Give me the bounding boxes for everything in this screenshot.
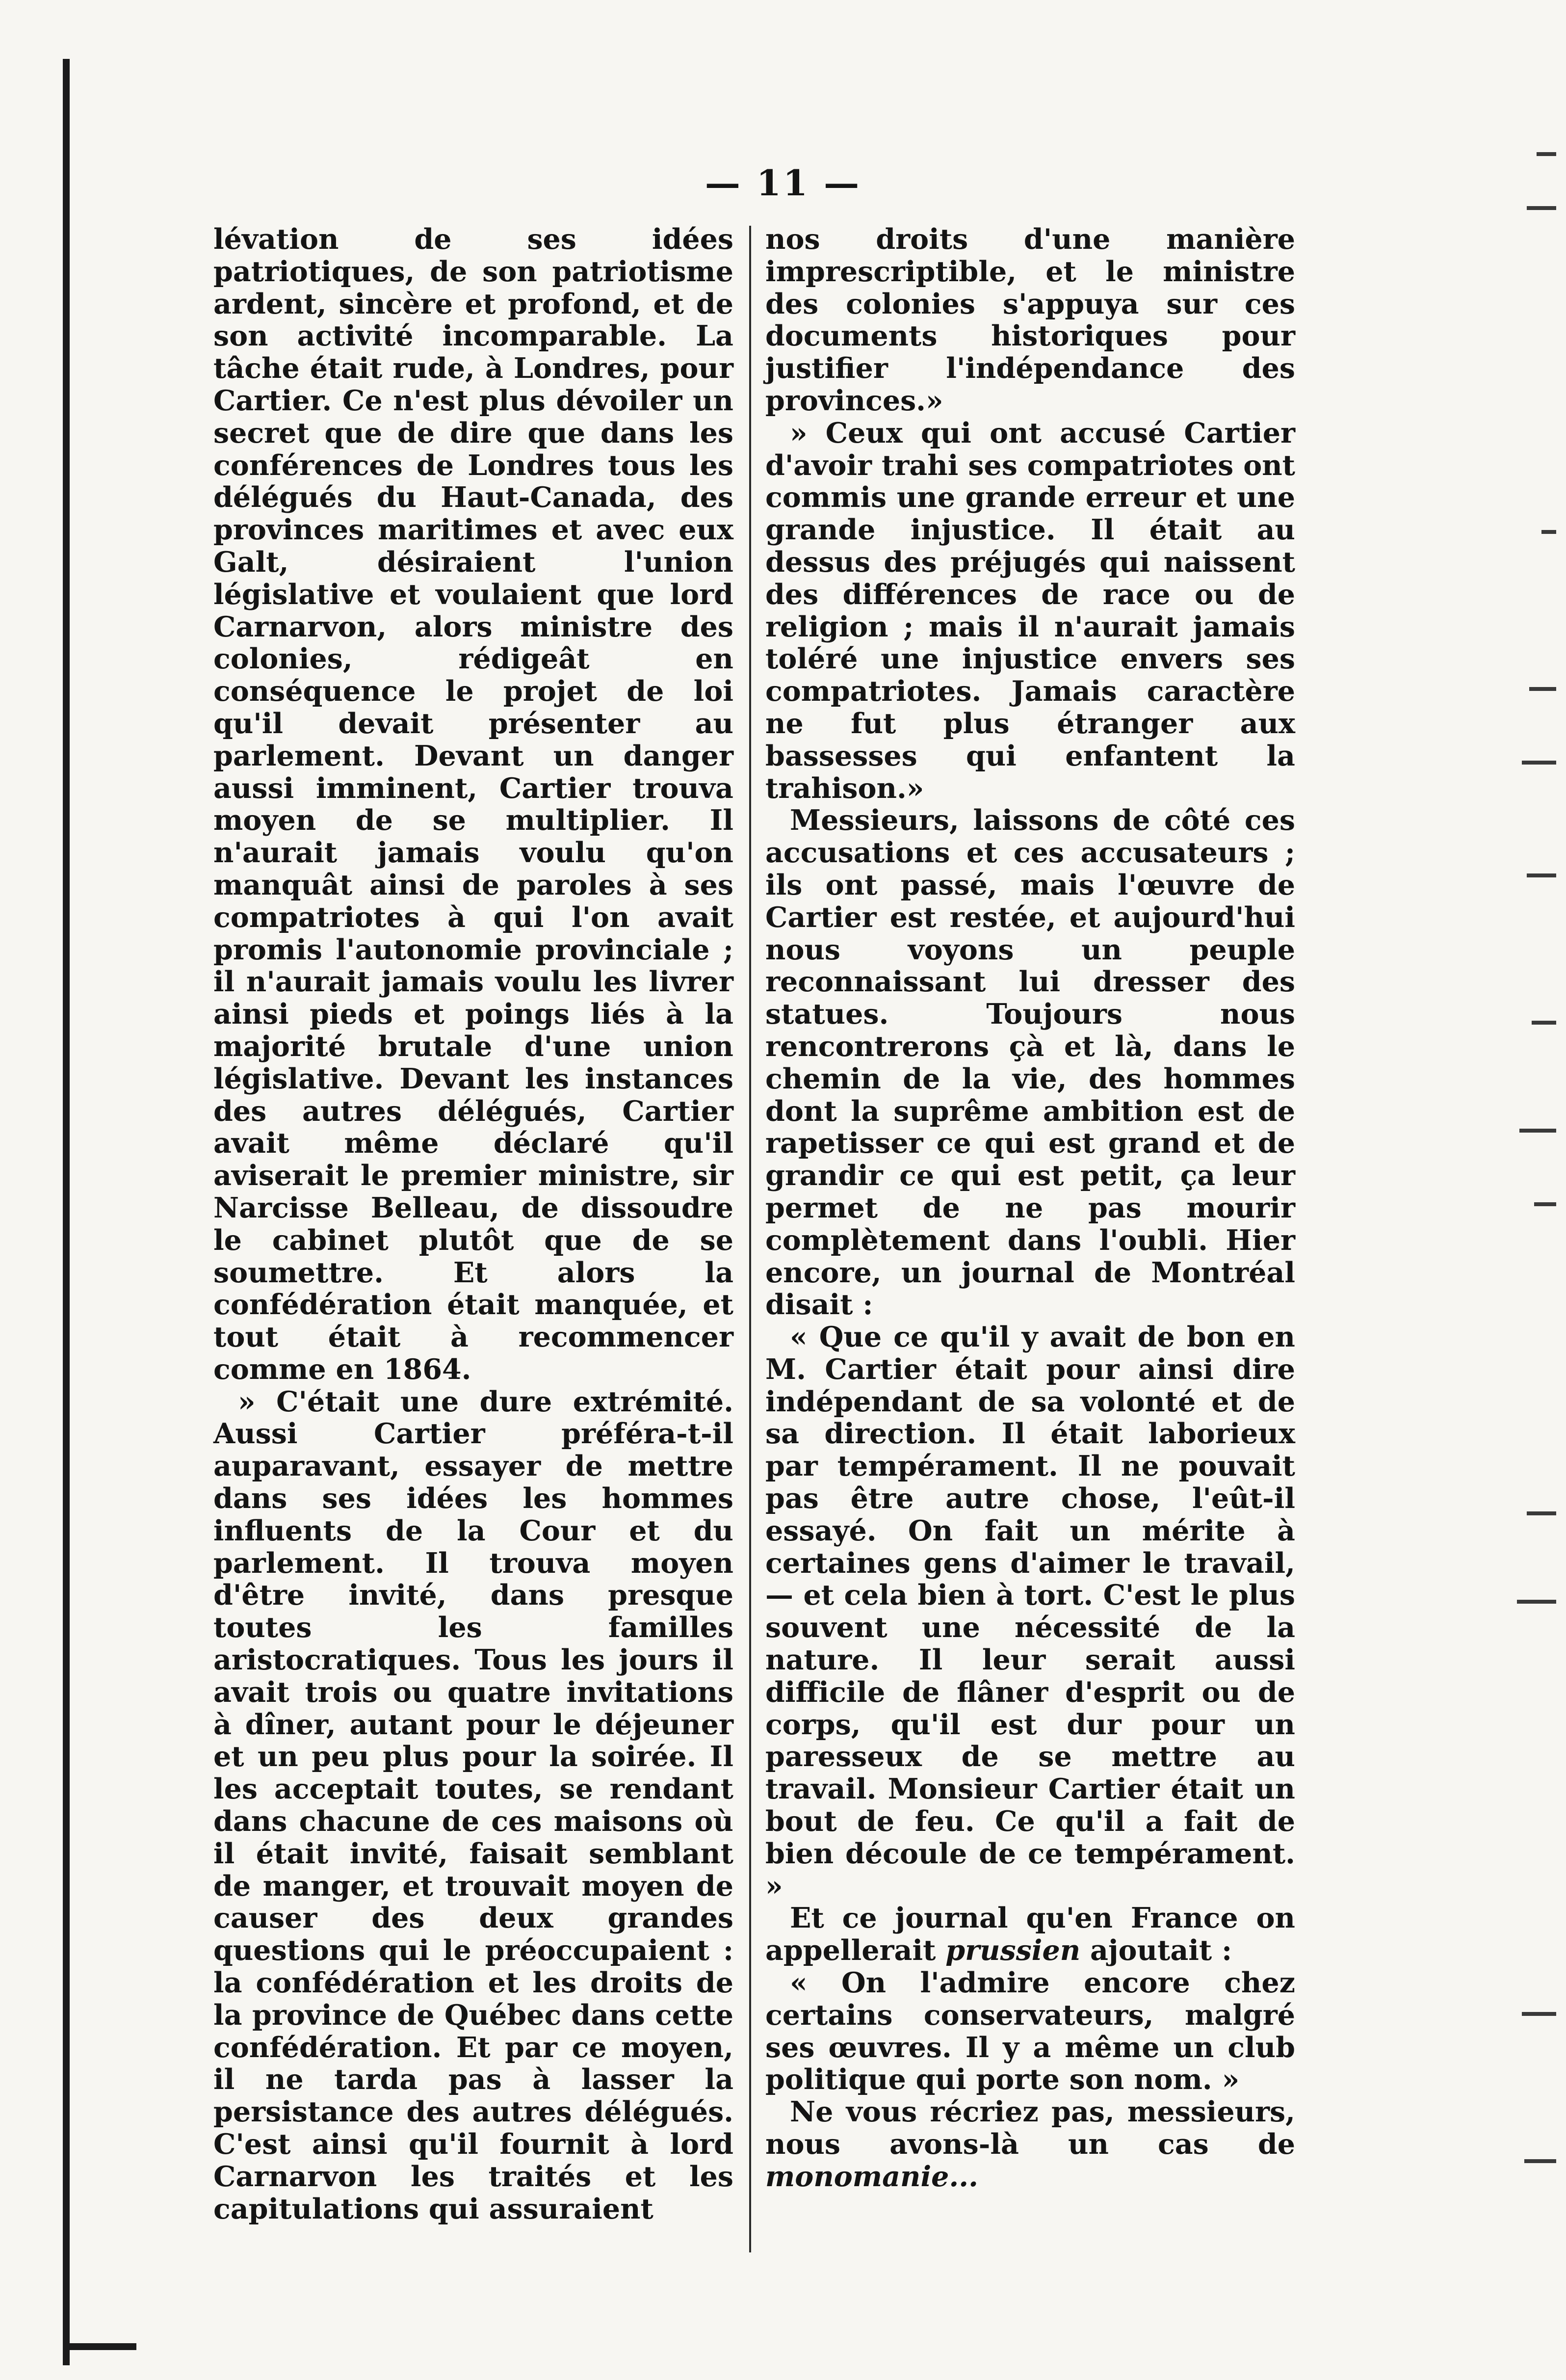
left-column [213,223,733,2225]
paragraph [765,2096,1295,2193]
paragraph-text: Ne vous récriez pas, messieurs, nous avons-là un cas de [765,2095,1295,2161]
paragraph: lévation de ses idées patriotiques, de son patriotisme ardent, sincère et profond, et de son activité incomparable. La tâche était rude, à Londres, pour Cartier. Ce n'est plus dévoiler un secret que de dire que dans les conférences de Londres tous les délégués du Haut-Canada, des provinces maritimes et avec eux Galt, désiraient l'union législative et voulaient que lord Carnarvon, alors ministre des colonies, rédigeât en conséquence le projet de loi qu'il devait présenter au parlement. Devant un danger aussi imminent, Cartier trouva moyen de se multiplier. Il n'aurait jamais voulu qu'on manquât ainsi de paroles à ses compatriotes à qui l'on avait promis l'autonomie provinciale ; il n'aurait jamais voulu les livrer ainsi pieds et poings liés à la majorité brutale d'une union législative. Devant les instances des autres délégués, Cartier avait même déclaré qu'il aviserait le premier ministre, sir Narcisse Belleau, de dissoudre le cabinet plutôt que de se soumettre. Et alors la confédération était manquée, et tout était à recommencer comme en 1864. [213,223,733,1386]
paragraph-text: ajoutait : [1080,1934,1232,1967]
paragraph: » C'était une dure extrémité. Aussi Cartier préféra-t-il auparavant, essayer de mettre dans ses idées les hommes influents de la Cour et du parlement. Il trouva moyen d'être invité, dans presque toutes les familles aristocratiques. Tous les jours il avait trois ou quatre invitations à dîner, autant pour le déjeuner et un peu plus pour la soirée. Il les acceptait toutes, se rendant dans chacune de ces maisons où il était invité, faisait semblant de manger, et trouvait moyen de causer des deux grandes questions qui le préoccupaient : la confédération et les droits de la province de Québec dans cette confédération. Et par ce moyen, il ne tarda pas à lasser la persistance des autres délégués. C'est ainsi qu'il fournit à lord Carnarvon les traités et les capitulations qui assuraient [213,1385,733,2225]
right-column [765,223,1295,2193]
binding-edge-line [63,59,70,2365]
italic-word: prussien [945,1934,1081,1967]
scan-edge-artifacts [1507,147,1556,2257]
paragraph: » Ceux qui ont accusé Cartier d'avoir trahi ses compatriotes ont commis une grande erreur et une grande injustice. Il était au dessus des préjugés qui naissent des différences de race ou de religion ; mais il n'aurait jamais toléré une injustice envers ses compatriotes. Jamais caractère ne fut plus étranger aux bassesses qui enfantent la trahison.» [765,416,1295,805]
binding-edge-foot [63,2343,136,2350]
page-number: — 11 — [705,162,861,204]
paragraph: Messieurs, laissons de côté ces accusations et ces accusateurs ; ils ont passé, mais l'œuvre de Cartier est restée, et aujourd'hui nous voyons un peuple reconnaissant lui dresser des statues. Toujours nous rencontrerons çà et là, dans le chemin de la vie, des hommes dont la suprême ambition est de rapetisser ce qui est grand et de grandir ce qui est petit, ça leur permet de ne pas mourir complètement dans l'oubli. Hier encore, un journal de Montréal disait : [765,804,1295,1322]
paragraph: nos droits d'une manière imprescriptible, et le ministre des colonies s'appuya sur ces documents historiques pour justifier l'indépendance des provinces.» [765,223,1295,417]
paragraph [765,1902,1295,1967]
italic-word: monomanie... [765,2160,978,2193]
quoted-paragraph: « On l'admire encore chez certains conservateurs, malgré ses œuvres. Il y a même un club politique qui porte son nom. » [765,1966,1295,2096]
paragraph-text: Et ce journal qu'en France on appellerait [765,1902,1295,1967]
quoted-paragraph: « Que ce qu'il y avait de bon en M. Cartier était pour ainsi dire indépendant de sa volonté et de sa direction. Il était laborieux par tempérament. Il ne pouvait pas être autre chose, l'eût-il essayé. On fait un mérite à certaines gens d'aimer le travail, — et cela bien à tort. C'est le plus souvent une nécessité de la nature. Il leur serait aussi difficile de flâner d'esprit ou de corps, qu'il est dur pour un paresseux de se mettre au travail. Monsieur Cartier était un bout de feu. Ce qu'il a fait de bien découle de ce tempérament. » [765,1321,1295,1903]
column-divider [749,226,751,2252]
